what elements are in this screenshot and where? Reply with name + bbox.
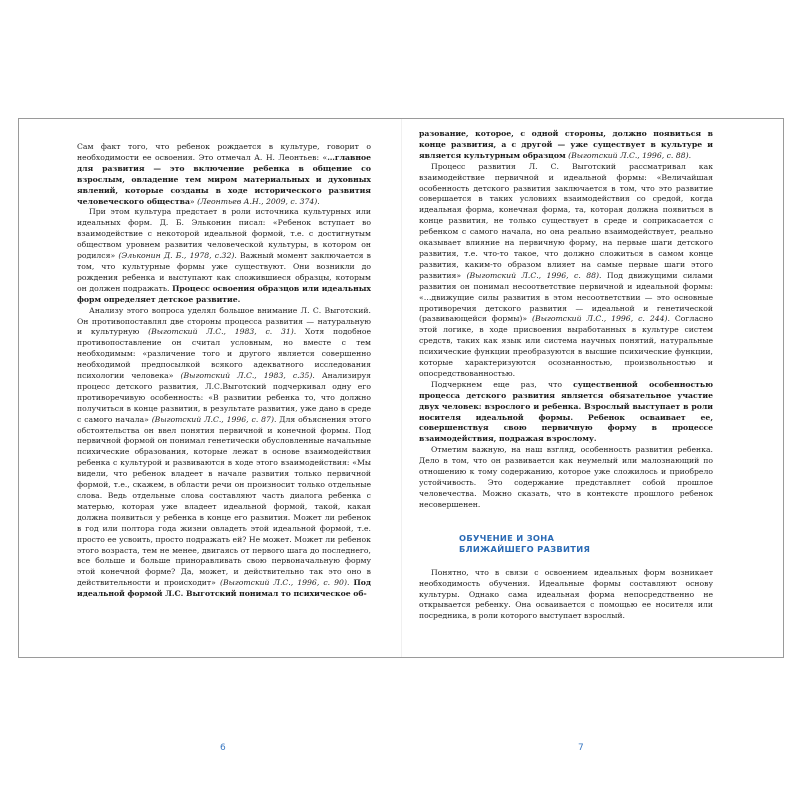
citation-text: (Выготский Л.С., 1996, с. 90). [219,578,350,588]
bold-text: Процесс освоения образцов или идеальных форм определяет детское развитие. [77,283,371,304]
bold-text: Под идеальной формой Л.С. Выготский понимал то психическое об- [77,578,371,599]
paragraph [419,445,713,510]
citation-text: (Леонтьев А.Н., 2009, с. 374). [197,196,320,206]
citation-text: (Выготский Л.С., 1996, с. 87). [151,414,277,424]
text-run: Анализируя процесс детского развития, Л.С.Выготский подчеркивал одну его противоречивую особенность: «В развитии ребенка то, что должно получиться в конце развития, в результате развития, уже дано в среде с самого начала» [77,371,371,424]
citation-text: (Выготский Л.С., 1996, с. 244). [532,314,670,324]
paragraph [419,380,713,445]
text-run: Подчеркнем еще раз, что [431,379,574,389]
section-heading [459,533,713,555]
text-run: Для объяснения этого обстоятельства он ввел понятия первичной и конечной формы. Под первичной формой он понимал генетически обусловленные начальные психические образования, которые лежат в основе взаимодействия ребенка с культурой и развиваются в ходе этого взаимодействия: «Мы видели, что ребенок владеет в начале развития только первичной формой, т.е., скажем, в области речи он произносит только отдельные слова. Ведь отдельные слова составляют часть диалога ребенка с матерью, которая уже владеет идеальной формой, такой, какая должна появиться у ребенка в конце его развития. Может ли ребенок в год или полтора года жизни овладеть этой идеальной формой, т.е. просто ее усвоить, просто подражать ей? Не может. Может ли ребенок этого возраста, тем не менее, двигаясь от первого шага до последнего, все больше и больше приноравливать свою первоначальную форму этой конечной форме? Да, может, и действительно так это оно в действительности и происходит» [77,414,371,588]
book-spread [18,118,784,753]
bold-text: существенной особенностью процесса детского развития является обязательное участие двух человек: взрослого и ребенка. Взрослый выступает в роли носителя идеальной формы. Ребенок осваивает ее, совершенствуя свою первичную форму в процессе взаимодействия, подражая взрослому. [419,379,713,444]
text-run: Сам факт того, что ребенок рождается в культуре, говорит о необходимости ее освоения. Это отмечал А. Н. Леонтьев: « [77,142,371,162]
bold-text: разование, которое, с одной стороны, должно появиться в конце развития, а с другой — уже существует в культуре и является культурным образцом [419,129,713,160]
text-run: Хотя подобное противопоставление он считал условным, но вместе с тем необходимым: «различение того и другого является совершенно необходимой предпосылкой всякого адекватного исследования психологии человека» [77,327,371,381]
section-heading-line: ОБУЧЕНИЕ И ЗОНА [459,532,555,543]
text-run: Важный момент заключается в том, что культурные формы уже существуют. Они возникли до рождения ребенка и выступают как сложившиеся образцы, которым он должен подражать. [77,251,371,293]
page-number-left: 6 [220,743,226,753]
citation-text: (Выготский Л.С., 1983, с.35). [180,371,315,381]
paragraph [419,162,713,380]
paragraph [77,306,371,600]
page-number-right: 7 [578,743,584,753]
paragraph [77,142,371,207]
right-page [419,129,713,624]
paragraph [77,207,371,305]
text-run: Понятно, что в связи с освоением идеальных форм возникает необходимость обучения. Идеальные формы составляют основу культуры. Однако сама идеальная форма непосредственно не открывается ребенку. Она осваивается с помощью ее носителя или посредника, в роли которого выступает взрослый. [419,567,713,621]
left-page [77,142,371,637]
text-run: » [189,196,198,206]
citation-text: (Выготский Л.С., 1983, с. 31). [148,327,297,337]
paragraph [419,568,713,623]
paragraph [419,129,713,162]
text-run: Под движущими силами развития он понимал несоответствие первичной и идеальной формы: «…движущие силы развития в этом несоответствии — это основные противоречия детского развития — идеальной и генетической (развивающейся формы)» [419,270,713,324]
text-run: При этом культура предстает в роли источника культурных или идеальных форм. Д. Б. Эльконин писал: «Ребенок вступает во взаимодействие с некоторой идеальной формой, т.е. с достигнутым обществом уровнем развития человеческой культуры, в котором он родился» [77,207,371,261]
citation-text: (Выготский Л.С., 1996, с. 88). [568,150,692,160]
citation-text: (Выготский Л.С., 1996, с. 88). [466,270,602,280]
text-run: Отметим важную, на наш взгляд, особенность развития ребенка. Дело в том, что он развивается как неумелый или малознающий по отношению к тому содержанию, которое уже сложилось и приобрело устойчивость. Это содержание представляет собой прошлое человечества. Можно сказать, что в контексте прошлого ребенок несовершенен. [419,445,713,509]
text-run: Процесс развития Л. С. Выготский рассматривал как взаимодействие первичной и идеальной формы: «Величайшая особенность детского развития заключается в том, что это развитие совершается в таких условиях взаимодействия со средой, когда идеальная форма, конечная форма, та, которая должна появиться в конце развития, не только существует в среде и соприкасается с ребенком с самого начала, но она реально взаимодействует, реально оказывает влияние на первичную форму, на первые шаги детского развития, т.е. что-то такое, что должно сложиться в самом конце развития, каким-то образом влияет на самые первые шаги этого развития» [419,161,713,280]
citation-text: (Эльконин Д. Б., 1978, с.32). [118,251,237,261]
text-run: Анализу этого вопроса уделял большое внимание Л. С. Выготский. Он противопоставлял две стороны процесса развития — натуральную и культурную [77,305,371,337]
section-heading-line: БЛИЖАЙШЕГО РАЗВИТИЯ [459,543,591,554]
page-fold [401,119,402,657]
text-run: Согласно этой логике, в ходе присвоения выработанных в культуре систем средств, таких как язык или система научных понятий, натуральные психические функции преобразуются в высшие психические функции, которые характеризуются осознанностью, произвольностью и опосредствованностью. [419,314,713,378]
bold-text: …главное для развития — это включение ребенка в общение со взрослым, овладение тем миром материальных и духовных явлений, которые созданы в ходе исторического развития человеческого общества [77,152,371,206]
